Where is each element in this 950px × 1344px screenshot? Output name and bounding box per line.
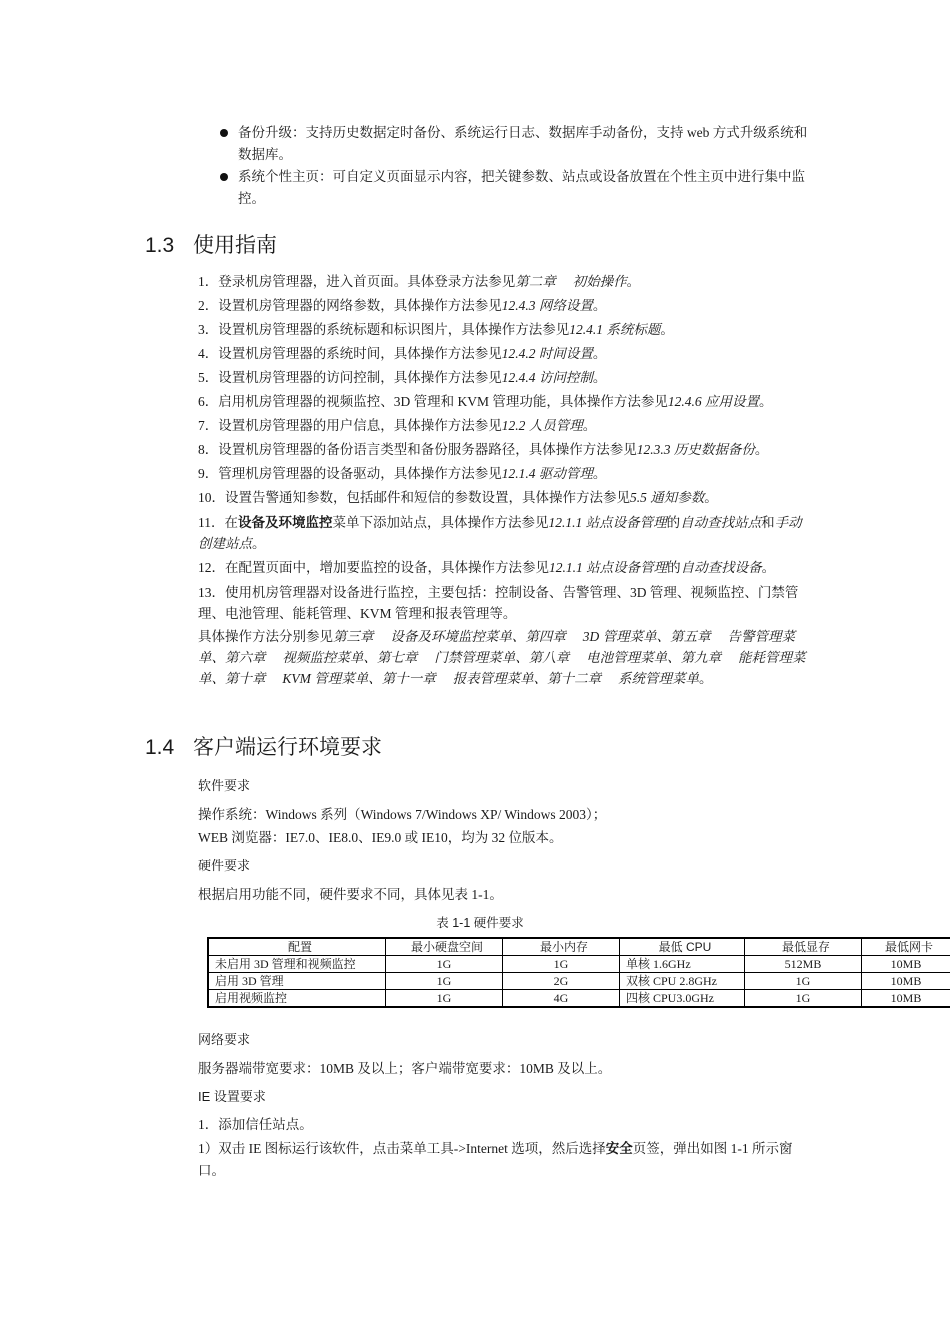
step-ref-link[interactable]: 12.4.2 时间设置 [501,346,593,361]
ie-step-1a [198,1138,810,1182]
step-text: 。 [699,671,713,686]
subheading-ie: IE 设置要求 [198,1089,266,1104]
step-ref-link[interactable]: 12.1.4 驱动管理 [501,466,593,481]
table-cell: 启用视频监控 [208,990,386,1008]
column-header: 配置 [208,938,386,956]
step-text: 具体操作方法分别参见 [198,629,333,644]
table-cell: 双核 CPU 2.8GHz [620,973,745,990]
tab-name: 安全 [605,1141,633,1156]
step-item [198,294,812,318]
step-text: 。 [660,322,674,337]
table-header-row [208,938,950,956]
step-text: 菜单下添加站点，具体操作方法参见 [332,515,549,530]
step-text: 2．设置机房管理器的网络参数，具体操作方法参见 [198,298,502,313]
step-text: 1．登录机房管理器，进入首页面。具体登录方法参见 [198,274,516,289]
step-ref-link[interactable]: 12.4.4 访问控制 [501,370,593,385]
step-text: 。 [626,274,641,289]
section-title: 客户端运行环境要求 [193,736,382,759]
step-text: 。 [754,442,769,457]
table-cell: 1G [503,956,620,973]
table-cell: 512MB [745,956,862,973]
bullet-text: 系统个性主页：可自定义页面显示内容，把关键参数、站点或设备放置在个性主页中进行集中监控。 [238,169,805,206]
feature-bullet-list [218,122,810,210]
table-cell: 4G [503,990,620,1008]
subheading-software: 软件要求 [198,778,251,793]
step-item-11 [198,512,812,554]
table-cell: 10MB [862,990,950,1008]
usage-steps [198,270,812,689]
table-row [208,990,950,1008]
step-text: 的 [666,515,681,530]
bullet-text: 备份升级：支持历史数据定时备份、系统运行日志、数据库手动备份，支持 web 方式升级系统和数据库。 [238,125,808,162]
section-title: 使用指南 [193,234,277,257]
bullet-dot-icon [220,173,228,181]
step-item [198,390,812,414]
hardware-table [207,937,950,1008]
step-item [198,414,812,438]
step-text: 。 [592,298,607,313]
step-text: 。 [592,346,607,361]
step-text: 和 [761,515,775,530]
table-caption: 表 1-1 硬件要求 [436,916,524,930]
step-text: 1）双击 IE 图标运行该软件，点击菜单工具->Internet 选项，然后选择 [198,1141,606,1156]
step-text: 9．管理机房管理器的设备驱动，具体操作方法参见 [198,466,502,481]
step-text: 。 [592,370,607,385]
step-ref-link[interactable]: 自动查找设备 [680,560,762,575]
hardware-intro: 根据启用功能不同，硬件要求不同，具体见表 1-1。 [198,887,503,902]
step-text: 11．在 [198,515,238,530]
step-ref-link[interactable]: 自动查找站点 [680,515,762,530]
column-header: 最低 CPU [620,938,745,956]
network-text: 服务器端带宽要求：10MB 及以上；客户端带宽要求：10MB 及以上。 [198,1061,612,1076]
subheading-network: 网络要求 [198,1032,251,1047]
bullet-dot-icon [220,129,228,137]
section-heading-1-3 [145,229,277,259]
table-cell: 1G [745,990,862,1008]
step-text: 12．在配置页面中，增加要监控的设备，具体操作方法参见 [198,560,549,575]
table-cell: 单核 1.6GHz [620,956,745,973]
menu-name: 设备及环境监控 [238,515,333,530]
section-number: 1.4 [145,736,175,759]
table-cell: 10MB [862,973,950,990]
step-ref-link[interactable]: 5.5 通知参数 [630,490,705,505]
table-row [208,956,950,973]
step-text: 的 [667,560,681,575]
step-text: 3．设置机房管理器的系统标题和标识图片，具体操作方法参见 [198,322,570,337]
table-cell: 1G [386,973,503,990]
step-text: 5．设置机房管理器的访问控制，具体操作方法参见 [198,370,502,385]
step-13-refs [198,626,812,689]
step-text: 。 [704,490,718,505]
step-ref-link[interactable]: 12.3.3 历史数据备份 [636,442,755,457]
column-header: 最小硬盘空间 [386,938,503,956]
step-item [198,342,812,366]
subheading-hardware: 硬件要求 [198,858,251,873]
step-text: 。 [592,466,607,481]
ie-step-1: 1．添加信任站点。 [198,1117,313,1132]
step-item [198,486,812,510]
table-cell: 启用 3D 管理 [208,973,386,990]
step-item [198,366,812,390]
step-ref-link[interactable]: 12.1.1 站点设备管理 [549,560,668,575]
step-text: 。 [761,560,776,575]
section-heading-1-4 [145,731,382,761]
bullet-item-homepage [218,166,810,210]
step-ref-link[interactable]: 12.4.6 应用设置 [667,394,760,409]
column-header: 最低网卡 [862,938,950,956]
table-cell: 1G [745,973,862,990]
step-ref-link[interactable]: 12.1.1 站点设备管理 [548,515,667,530]
step-ref-link[interactable]: 第三章 设备及环境监控菜单、第四章 3D 管理菜单、第五章 告警管理菜单、第六章 视频监控菜单、第七章 门禁管理菜单、第八章 电池管理菜单、第九章 能耗管理菜单、第十章 KVM 管理菜单、第十一章 报表管理菜单、第十二章 系统管理菜单 [198,629,806,686]
step-item-12 [198,556,812,580]
step-text: 6．启用机房管理器的视频监控、3D 管理和 KVM 管理功能，具体操作方法参见 [198,394,668,409]
step-item-13: 13．使用机房管理器对设备进行监控，主要包括：控制设备、告警管理、3D 管理、视频监控、门禁管理、电池管理、能耗管理、KVM 管理和报表管理等。 [198,585,799,621]
table-row [208,973,950,990]
step-text: 页签，弹出如图 1-1 所示窗口。 [198,1141,793,1178]
step-text: 10．设置告警通知参数，包括邮件和短信的参数设置，具体操作方法参见 [198,490,630,505]
step-ref-link[interactable]: 手动创建站点 [198,515,802,551]
software-os: 操作系统：Windows 系列（Windows 7/Windows XP/ Windows 2003）； [198,807,607,822]
step-text: 8．设置机房管理器的备份语言类型和备份服务器路径，具体操作方法参见 [198,442,637,457]
step-text: 4．设置机房管理器的系统时间，具体操作方法参见 [198,346,502,361]
column-header: 最低显存 [745,938,862,956]
step-text: 7．设置机房管理器的用户信息，具体操作方法参见 [198,418,502,433]
step-text: 。 [582,418,597,433]
table-cell: 2G [503,973,620,990]
step-text: 。 [252,536,266,551]
step-ref-link[interactable]: 12.2 人员管理 [501,418,583,433]
step-item [198,318,812,342]
step-item [198,270,812,294]
step-item [198,462,812,486]
table-cell: 未启用 3D 管理和视频监控 [208,956,386,973]
bullet-item-backup [218,122,810,166]
table-cell: 1G [386,956,503,973]
section-number: 1.3 [145,234,175,257]
step-ref-link[interactable]: 第二章 初始操作 [515,274,627,289]
table-cell: 1G [386,990,503,1008]
column-header: 最小内存 [503,938,620,956]
table-cell: 10MB [862,956,950,973]
software-browser: WEB 浏览器：IE7.0、IE8.0、IE9.0 或 IE10，均为 32 位版本。 [198,830,563,845]
step-item [198,438,812,462]
step-ref-link[interactable]: 12.4.1 系统标题 [569,322,661,337]
step-text: 。 [759,394,773,409]
step-ref-link[interactable]: 12.4.3 网络设置 [501,298,593,313]
table-cell: 四核 CPU3.0GHz [620,990,745,1008]
